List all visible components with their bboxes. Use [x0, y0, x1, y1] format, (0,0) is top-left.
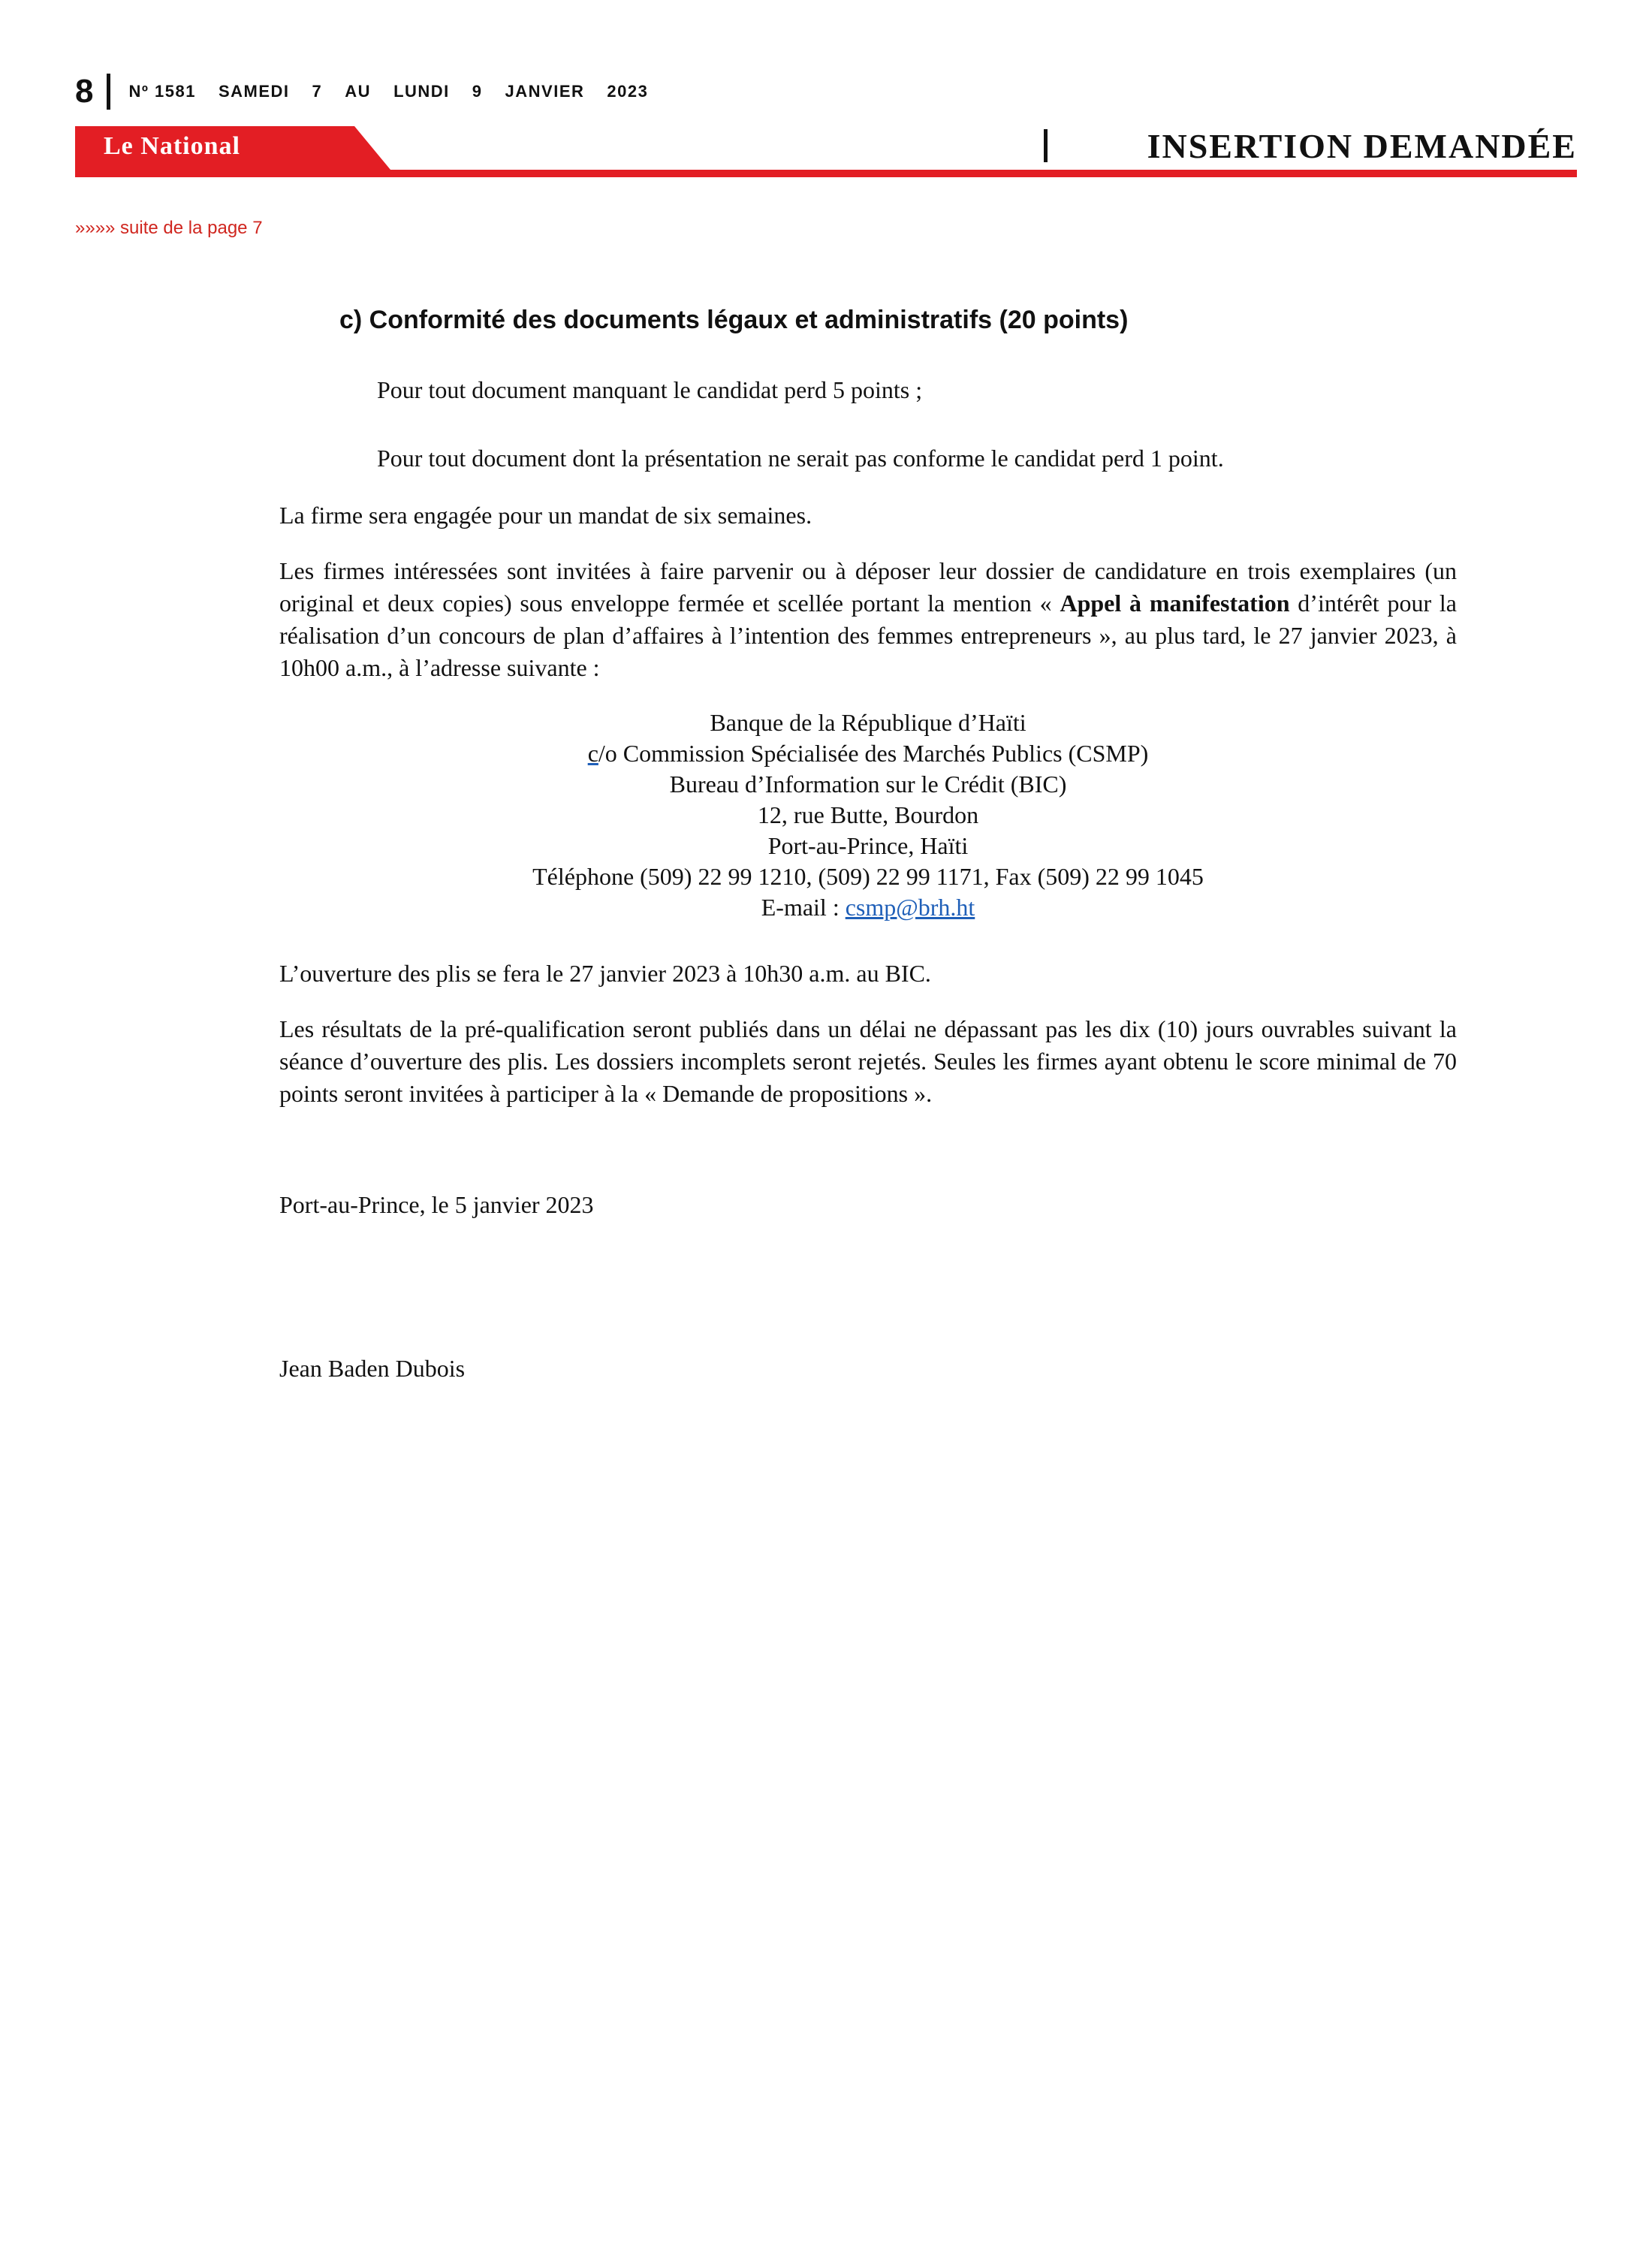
email-link[interactable]: csmp@brh.ht	[845, 894, 975, 921]
issue-number: Nº 1581	[128, 82, 196, 101]
section-title: INSERTION DEMANDÉE	[1147, 127, 1577, 165]
issue-date	[128, 82, 648, 101]
address-line	[279, 738, 1457, 769]
address-line: 12, rue Butte, Bourdon	[757, 801, 979, 828]
signatory: Jean Baden Dubois	[279, 1355, 466, 1382]
continued-note: »»»» suite de la page 7	[75, 218, 263, 238]
date-part: 2023	[607, 82, 649, 101]
address-block	[279, 707, 1457, 923]
header-divider	[107, 74, 110, 110]
subheading: c) Conformité des documents légaux et administratifs (20 points)	[339, 306, 1129, 334]
paragraph: L’ouverture des plis se fera le 27 janvier 2023 à 10h30 a.m. au BIC.	[279, 960, 931, 987]
date-part: 9	[472, 82, 483, 101]
date-part: AU	[345, 82, 372, 101]
address-line: Banque de la République d’Haïti	[710, 709, 1026, 736]
address-co: c	[587, 740, 598, 767]
text-run: Les firmes intéressées sont invitées à faire parvenir ou à déposer leur dossier de candidature en trois exemplaires (un original et deux copies) sous enveloppe fermée et scellée portant la mention «	[279, 557, 1457, 617]
bold-mention: Appel à manifestation	[1060, 590, 1290, 617]
page-number: 8	[75, 73, 94, 110]
date-part: LUNDI	[393, 82, 450, 101]
brand-name: Le National	[104, 132, 240, 160]
address-line: Téléphone (509) 22 99 1210, (509) 22 99 1171, Fax (509) 22 99 1045	[532, 863, 1204, 890]
masthead-band	[75, 126, 1577, 179]
criterion-item: Pour tout document manquant le candidat perd 5 points ;	[377, 376, 923, 403]
text-run: d’intérêt pour la réalisation d’un concours de plan d’affaires à l’intention des femmes entrepreneurs », au plus tard, le 27 janvier 2023, à 10h00 a.m., à l’adresse suivante :	[279, 590, 1458, 681]
address-line	[279, 892, 1457, 923]
date-part: 7	[312, 82, 323, 101]
date-part: JANVIER	[505, 82, 585, 101]
place-date: Port-au-Prince, le 5 janvier 2023	[279, 1191, 594, 1218]
page-header	[75, 69, 648, 114]
address-co-rest: /o Commission Spécialisée des Marchés Publics (CSMP)	[598, 740, 1149, 767]
address-line: Port-au-Prince, Haïti	[767, 832, 969, 859]
paragraph: Les résultats de la pré-qualification seront publiés dans un délai ne dépassant pas les dix (10) jours ouvrables suivant la séance d’ouverture des plis. Les dossiers incomplets seront rejetés. Seules les firmes ayant obtenu le score minimal de 70 points seront invitées à participer à la « Demande de propositions ».	[279, 1015, 1457, 1107]
section-divider	[1044, 129, 1048, 162]
paragraph	[279, 555, 1457, 684]
masthead-rule	[75, 170, 1577, 177]
address-line: Bureau d’Information sur le Crédit (BIC)	[669, 771, 1067, 798]
date-part: SAMEDI	[218, 82, 290, 101]
email-label: E-mail :	[761, 894, 846, 921]
article-body	[279, 304, 1457, 1385]
paragraph: La firme sera engagée pour un mandat de six semaines.	[279, 502, 812, 529]
criterion-item: Pour tout document dont la présentation ne serait pas conforme le candidat perd 1 point.	[377, 445, 1224, 472]
